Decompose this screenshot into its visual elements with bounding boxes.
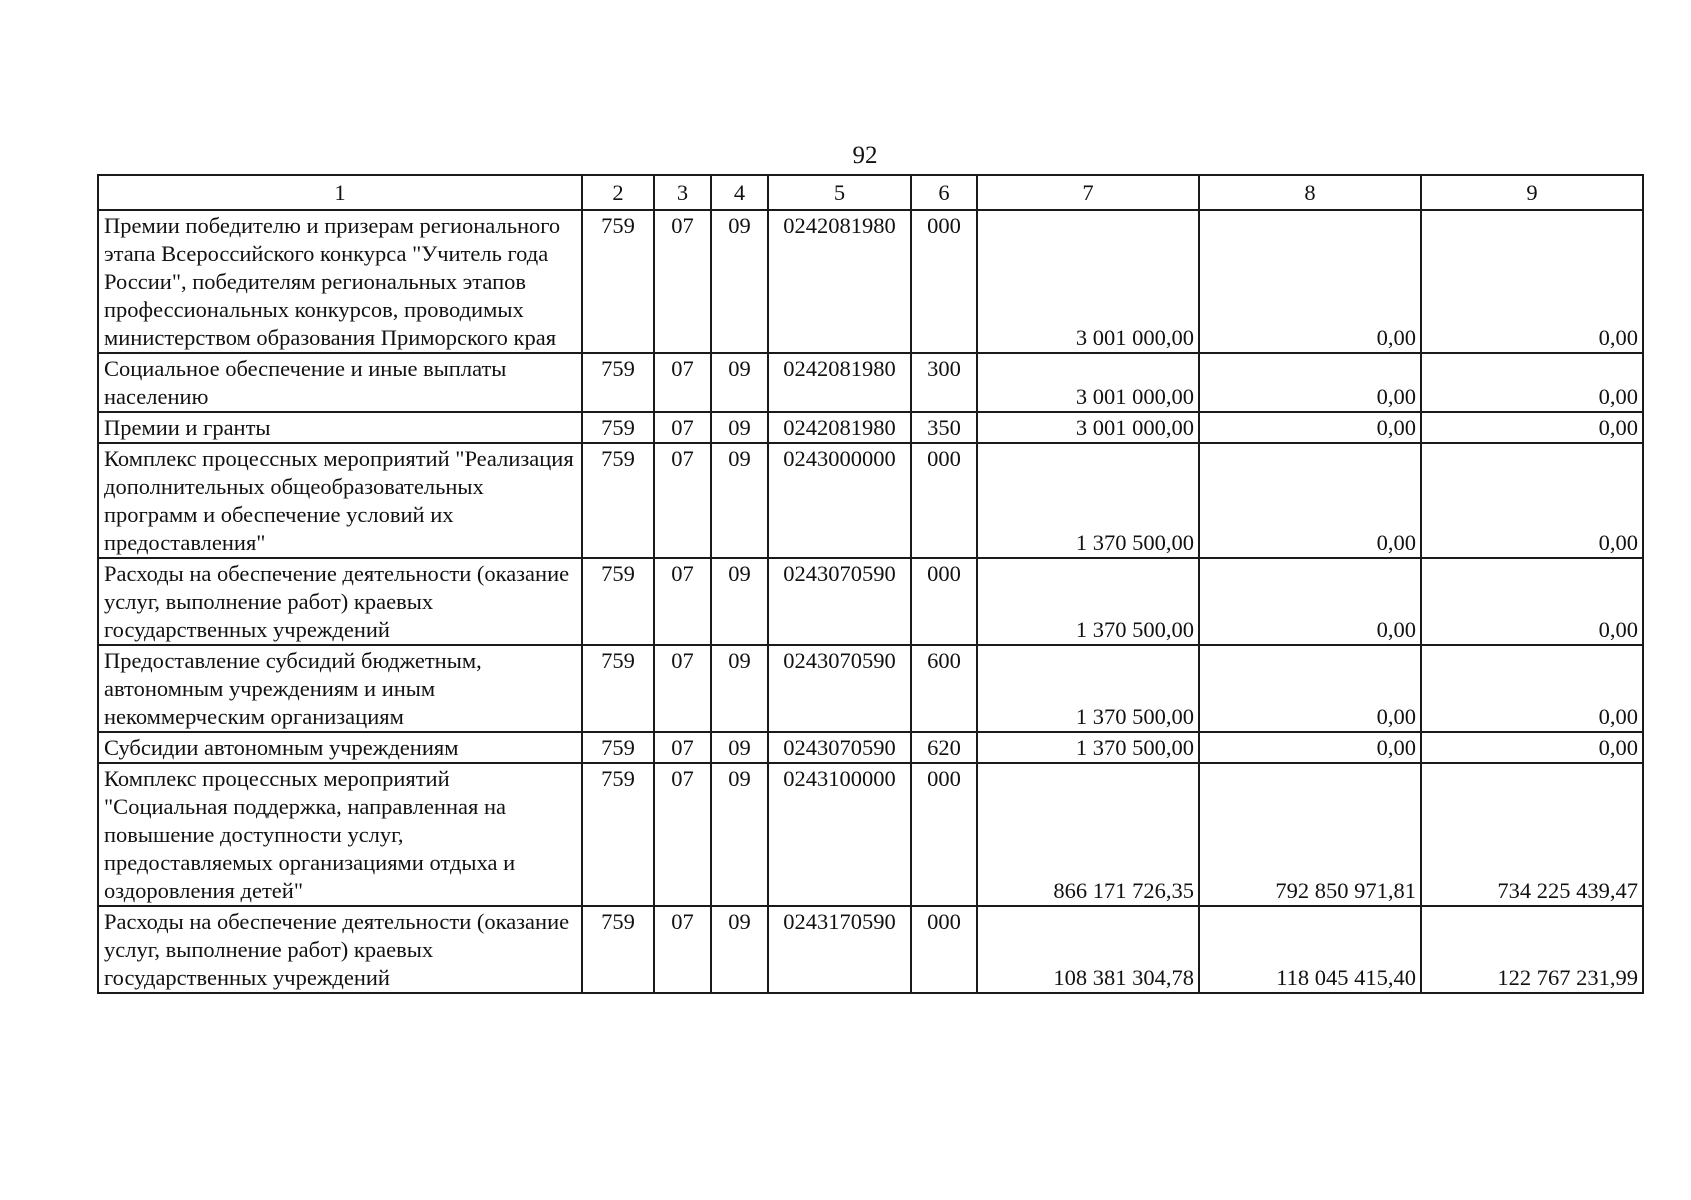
row-code-6: 000	[911, 443, 977, 558]
table-row	[98, 645, 1643, 732]
row-code-5: 0243000000	[768, 443, 911, 558]
row-code-2: 759	[582, 763, 654, 906]
page-number: 92	[852, 142, 878, 169]
row-code-2: 759	[582, 645, 654, 732]
row-code-5: 0242081980	[768, 353, 911, 412]
row-amount-8: 0,00	[1199, 412, 1421, 443]
row-amount-9: 734 225 439,47	[1421, 763, 1643, 906]
row-name: Субсидии автономным учреждениям	[98, 732, 582, 763]
row-code-4: 09	[711, 353, 768, 412]
row-amount-9: 0,00	[1421, 353, 1643, 412]
row-code-3: 07	[654, 412, 711, 443]
row-code-3: 07	[654, 763, 711, 906]
row-code-3: 07	[654, 558, 711, 645]
row-code-2: 759	[582, 210, 654, 353]
row-code-5: 0243070590	[768, 732, 911, 763]
row-code-3: 07	[654, 353, 711, 412]
row-amount-9: 0,00	[1421, 210, 1643, 353]
row-amount-8: 0,00	[1199, 645, 1421, 732]
row-amount-9: 0,00	[1421, 443, 1643, 558]
row-code-4: 09	[711, 558, 768, 645]
row-code-5: 0242081980	[768, 210, 911, 353]
row-name: Премии и гранты	[98, 412, 582, 443]
table-row	[98, 763, 1643, 906]
row-amount-7: 108 381 304,78	[977, 906, 1199, 993]
header-col-4: 4	[711, 175, 768, 210]
table-row	[98, 210, 1643, 353]
row-code-3: 07	[654, 645, 711, 732]
row-amount-7: 1 370 500,00	[977, 558, 1199, 645]
row-code-5: 0242081980	[768, 412, 911, 443]
row-code-2: 759	[582, 353, 654, 412]
row-amount-9: 0,00	[1421, 732, 1643, 763]
row-amount-7: 3 001 000,00	[977, 210, 1199, 353]
row-code-3: 07	[654, 732, 711, 763]
row-code-2: 759	[582, 732, 654, 763]
row-amount-8: 0,00	[1199, 210, 1421, 353]
table-row	[98, 558, 1643, 645]
header-col-3: 3	[654, 175, 711, 210]
row-amount-7: 1 370 500,00	[977, 443, 1199, 558]
row-code-6: 350	[911, 412, 977, 443]
row-amount-8: 0,00	[1199, 732, 1421, 763]
table-row	[98, 353, 1643, 412]
row-amount-9: 0,00	[1421, 645, 1643, 732]
row-code-6: 000	[911, 558, 977, 645]
header-col-8: 8	[1199, 175, 1421, 210]
row-code-6: 000	[911, 210, 977, 353]
row-code-3: 07	[654, 443, 711, 558]
row-amount-9: 0,00	[1421, 412, 1643, 443]
row-code-2: 759	[582, 906, 654, 993]
row-code-6: 620	[911, 732, 977, 763]
row-code-5: 0243070590	[768, 558, 911, 645]
row-amount-8: 0,00	[1199, 558, 1421, 645]
row-amount-8: 118 045 415,40	[1199, 906, 1421, 993]
row-code-6: 000	[911, 763, 977, 906]
header-row	[98, 175, 1643, 210]
row-code-2: 759	[582, 558, 654, 645]
row-amount-8: 0,00	[1199, 443, 1421, 558]
row-code-5: 0243100000	[768, 763, 911, 906]
row-code-6: 600	[911, 645, 977, 732]
row-code-6: 300	[911, 353, 977, 412]
header-col-2: 2	[582, 175, 654, 210]
table-row	[98, 443, 1643, 558]
row-code-3: 07	[654, 210, 711, 353]
row-code-2: 759	[582, 443, 654, 558]
header-col-5: 5	[768, 175, 911, 210]
row-name: Предоставление субсидий бюджетным, автономным учреждениям и иным некоммерческим организациям	[98, 645, 582, 732]
header-col-6: 6	[911, 175, 977, 210]
row-code-5: 0243170590	[768, 906, 911, 993]
row-name: Социальное обеспечение и иные выплаты населению	[98, 353, 582, 412]
row-code-4: 09	[711, 412, 768, 443]
row-amount-8: 792 850 971,81	[1199, 763, 1421, 906]
budget-table	[97, 174, 1644, 994]
header-col-9: 9	[1421, 175, 1643, 210]
row-amount-9: 122 767 231,99	[1421, 906, 1643, 993]
row-code-4: 09	[711, 210, 768, 353]
row-amount-8: 0,00	[1199, 353, 1421, 412]
row-name: Премии победителю и призерам регионального этапа Всероссийского конкурса "Учитель года России", победителям региональных этапов профессиональных конкурсов, проводимых министерством образования Приморского края	[98, 210, 582, 353]
row-name: Комплекс процессных мероприятий "Реализация дополнительных общеобразовательных программ и обеспечение условий их предоставления"	[98, 443, 582, 558]
row-code-4: 09	[711, 443, 768, 558]
row-code-3: 07	[654, 906, 711, 993]
table-row	[98, 732, 1643, 763]
row-amount-7: 866 171 726,35	[977, 763, 1199, 906]
header-col-1: 1	[98, 175, 582, 210]
row-amount-7: 3 001 000,00	[977, 353, 1199, 412]
row-code-6: 000	[911, 906, 977, 993]
table-row	[98, 906, 1643, 993]
row-amount-7: 1 370 500,00	[977, 645, 1199, 732]
row-code-2: 759	[582, 412, 654, 443]
row-code-5: 0243070590	[768, 645, 911, 732]
row-code-4: 09	[711, 763, 768, 906]
row-code-4: 09	[711, 732, 768, 763]
row-name: Комплекс процессных мероприятий "Социальная поддержка, направленная на повышение доступности услуг, предоставляемых организациями отдыха и оздоровления детей"	[98, 763, 582, 906]
table-row	[98, 412, 1643, 443]
row-name: Расходы на обеспечение деятельности (оказание услуг, выполнение работ) краевых государственных учреждений	[98, 906, 582, 993]
row-code-4: 09	[711, 645, 768, 732]
row-amount-9: 0,00	[1421, 558, 1643, 645]
header-col-7: 7	[977, 175, 1199, 210]
row-amount-7: 3 001 000,00	[977, 412, 1199, 443]
row-amount-7: 1 370 500,00	[977, 732, 1199, 763]
row-code-4: 09	[711, 906, 768, 993]
row-name: Расходы на обеспечение деятельности (оказание услуг, выполнение работ) краевых государственных учреждений	[98, 558, 582, 645]
